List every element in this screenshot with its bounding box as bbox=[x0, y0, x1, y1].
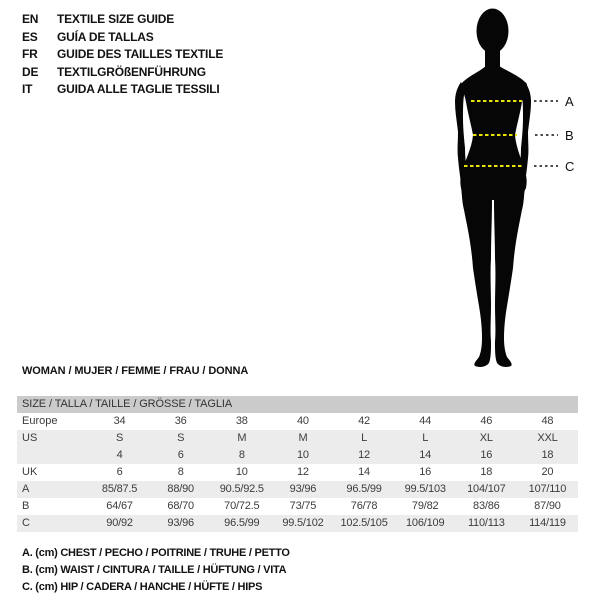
lang-row-it bbox=[22, 81, 223, 99]
row-label: US bbox=[22, 432, 38, 444]
lang-row-de bbox=[22, 64, 223, 82]
table-cell: 10 bbox=[297, 449, 309, 461]
woman-silhouette bbox=[455, 9, 531, 368]
table-row-us-numeric bbox=[17, 447, 578, 464]
table-cell: S bbox=[115, 432, 124, 444]
table-cell: 76/78 bbox=[350, 500, 378, 512]
legend-waist: B. (cm) WAIST / CINTURA / TAILLE / HÜFTUNG / VITA bbox=[22, 564, 287, 576]
table-cell: 36 bbox=[174, 415, 187, 427]
table-cell: 34 bbox=[113, 415, 126, 427]
table-cell: 18 bbox=[541, 449, 554, 461]
table-cell: 42 bbox=[358, 415, 370, 427]
table-cell: 38 bbox=[235, 415, 248, 427]
table-cell: 16 bbox=[480, 449, 493, 461]
size-table bbox=[17, 396, 578, 532]
table-cell: XL bbox=[479, 432, 493, 444]
connector-lines bbox=[534, 101, 558, 166]
table-cell: 88/90 bbox=[167, 483, 194, 495]
lang-row-fr bbox=[22, 46, 223, 64]
table-cell: 114/119 bbox=[529, 517, 566, 529]
table-cell: 70/72.5 bbox=[224, 500, 260, 512]
table-cell: 64/67 bbox=[106, 500, 133, 512]
language-title-block bbox=[22, 11, 223, 99]
lang-code: FR bbox=[22, 47, 38, 61]
table-cell: 99.5/102 bbox=[282, 517, 324, 529]
lang-row-en bbox=[22, 11, 223, 29]
table-cell: 93/96 bbox=[167, 517, 194, 529]
row-label: B bbox=[22, 500, 30, 512]
row-label: A bbox=[22, 483, 30, 495]
table-cell: 10 bbox=[235, 466, 248, 478]
table-cell: M bbox=[298, 432, 308, 444]
table-cell: 16 bbox=[419, 466, 432, 478]
table-cell: 14 bbox=[358, 466, 370, 478]
table-cell: L bbox=[361, 432, 368, 444]
table-cell: 40 bbox=[297, 415, 309, 427]
table-cell: 6 bbox=[116, 466, 123, 478]
table-cell: 85/87.5 bbox=[101, 483, 138, 495]
lang-code: ES bbox=[22, 29, 38, 44]
table-row-us-letter bbox=[17, 430, 578, 447]
table-cell: 73/75 bbox=[289, 500, 317, 512]
lang-code: EN bbox=[22, 12, 39, 26]
label-C: C bbox=[565, 159, 575, 174]
table-cell: L bbox=[422, 432, 429, 444]
table-cell: 20 bbox=[541, 466, 554, 478]
table-row-uk bbox=[17, 464, 578, 481]
lang-code: DE bbox=[22, 64, 39, 79]
table-cell: 110/113 bbox=[467, 517, 505, 529]
table-cell: 83/86 bbox=[473, 500, 500, 512]
table-cell: 14 bbox=[419, 449, 432, 461]
row-label: C bbox=[22, 517, 30, 529]
table-cell: 8 bbox=[238, 449, 245, 461]
lang-code: IT bbox=[22, 82, 33, 96]
table-cell: 48 bbox=[541, 415, 554, 427]
table-cell: 44 bbox=[419, 415, 432, 427]
lang-text: TEXTILGRÖßENFÜHRUNG bbox=[57, 64, 206, 79]
row-label: Europe bbox=[22, 415, 58, 427]
table-cell: 12 bbox=[297, 466, 309, 478]
lang-text: GUÍA DE TALLAS bbox=[57, 29, 154, 44]
lang-row-es bbox=[22, 29, 223, 47]
table-row-hip-C bbox=[17, 515, 578, 532]
table-cell: 68/70 bbox=[167, 500, 194, 512]
table-cell: 4 bbox=[116, 449, 123, 461]
lang-text: TEXTILE SIZE GUIDE bbox=[57, 12, 175, 26]
table-cell: 106/109 bbox=[406, 517, 445, 529]
label-A: A bbox=[565, 94, 574, 109]
table-cell: S bbox=[177, 432, 185, 444]
table-cell: 79/82 bbox=[411, 500, 439, 512]
table-cell: M bbox=[237, 432, 247, 444]
table-cell: 90.5/92.5 bbox=[219, 483, 264, 495]
table-cell: 46 bbox=[480, 415, 493, 427]
table-cell: 8 bbox=[177, 466, 184, 478]
legend-hip: C. (cm) HIP / CADERA / HANCHE / HÜFTE / HIPS bbox=[22, 581, 263, 593]
lang-text: GUIDA ALLE TAGLIE TESSILI bbox=[57, 82, 220, 96]
legend-chest: A. (cm) CHEST / PECHO / POITRINE / TRUHE / PETTO bbox=[22, 547, 290, 559]
table-cell: 93/96 bbox=[289, 483, 317, 495]
table-row-waist-B bbox=[17, 498, 578, 515]
table-cell: 12 bbox=[358, 449, 370, 461]
silhouette-svg bbox=[435, 0, 600, 380]
table-cell: 96.5/99 bbox=[346, 483, 382, 495]
gender-title: WOMAN / MUJER / FEMME / FRAU / DONNA bbox=[22, 365, 249, 377]
size-table-header: SIZE / TALLA / TAILLE / GRÖSSE / TAGLIA bbox=[17, 396, 578, 413]
table-cell: 6 bbox=[177, 449, 184, 461]
table-cell: 18 bbox=[480, 466, 493, 478]
label-B: B bbox=[565, 128, 574, 143]
table-cell: 90/92 bbox=[106, 517, 133, 529]
measurement-legend bbox=[22, 545, 290, 596]
row-label: UK bbox=[22, 466, 38, 478]
lang-text: GUIDE DES TAILLES TEXTILE bbox=[57, 47, 224, 61]
table-cell: 107/110 bbox=[528, 483, 567, 495]
row-label bbox=[17, 447, 89, 464]
table-cell: 102.5/105 bbox=[340, 517, 388, 529]
table-row-europe bbox=[17, 413, 578, 430]
woman-silhouette-figure bbox=[435, 0, 600, 380]
table-cell: XXL bbox=[537, 432, 558, 444]
table-cell: 96.5/99 bbox=[224, 517, 260, 529]
table-row-chest-A bbox=[17, 481, 578, 498]
table-cell: 87/90 bbox=[534, 500, 561, 512]
table-cell: 99.5/103 bbox=[404, 483, 446, 495]
table-cell: 104/107 bbox=[467, 483, 506, 495]
measure-labels bbox=[565, 94, 574, 174]
